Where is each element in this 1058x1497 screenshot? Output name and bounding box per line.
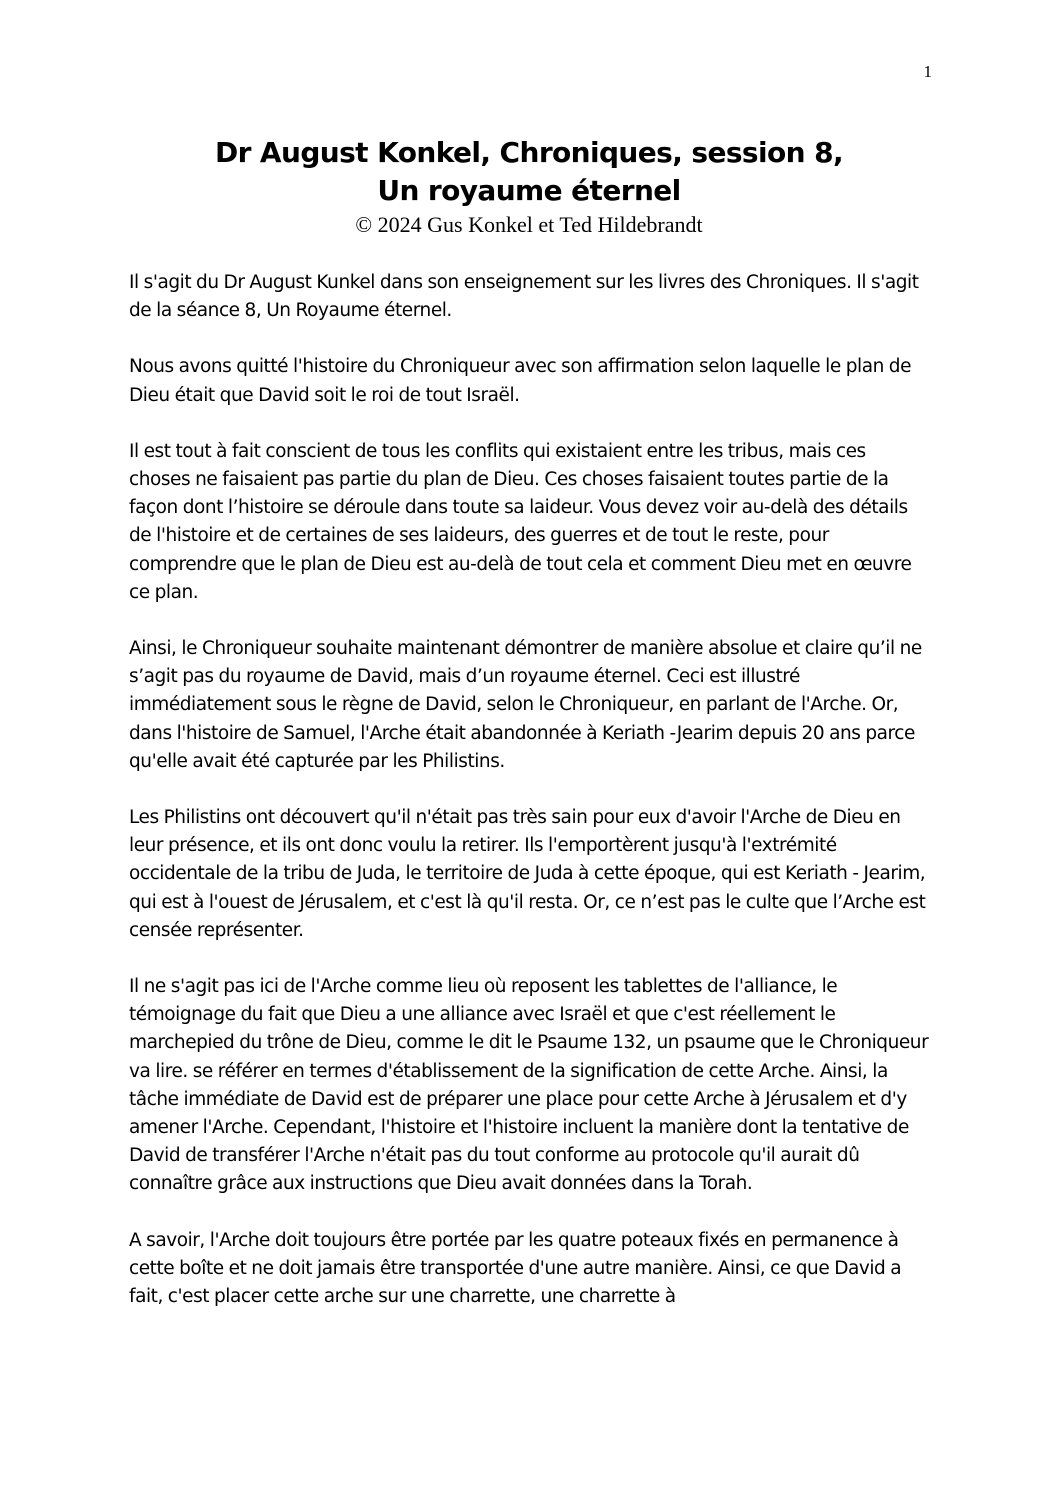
paragraph-1: Il s'agit du Dr August Kunkel dans son enseignement sur les livres des Chroniques. Il s'agit de la séance 8, Un Royaume éternel. xyxy=(129,272,919,322)
title-block xyxy=(0,134,1058,238)
paragraph-2: Nous avons quitté l'histoire du Chroniqueur avec son affirmation selon laquelle le plan de Dieu était que David soit le roi de tout Israël. xyxy=(129,356,912,406)
paragraph-7: A savoir, l'Arche doit toujours être portée par les quatre poteaux fixés en permanence à cette boîte et ne doit jamais être transportée d'une autre manière. Ainsi, ce que David a fait, c'est placer cette arche sur une charrette, une charrette à xyxy=(129,1229,902,1308)
copyright-notice: © 2024 Gus Konkel et Ted Hildebrandt xyxy=(355,212,703,237)
page-number: 1 xyxy=(923,62,932,81)
body-text xyxy=(129,269,929,1339)
title-line-2: Un royaume éternel xyxy=(377,174,681,207)
paragraph-4: Ainsi, le Chroniqueur souhaite maintenant démontrer de manière absolue et claire qu’il ne s’agit pas du royaume de David, mais d’un royaume éternel. Ceci est illustré immédiatement sous le règne de David, selon le Chroniqueur, en parlant de l'Arche. Or, dans l'histoire de Samuel, l'Arche était abandonnée à Keriath -Jearim depuis 20 ans parce qu'elle avait été capturée par les Philistins. xyxy=(129,638,922,772)
paragraph-6: Il ne s'agit pas ici de l'Arche comme lieu où reposent les tablettes de l'alliance, le témoignage du fait que Dieu a une alliance avec Israël et que c'est réellement le marchepied du trône de Dieu, comme le dit le Psaume 132, un psaume que le Chroniqueur va lire. se référer en termes d'établissement de la signification de cette Arche. Ainsi, la tâche immédiate de David est de préparer une place pour cette Arche à Jérusalem et d'y amener l'Arche. Cependant, l'histoire et l'histoire incluent la manière dont la tentative de David de transférer l'Arche n'était pas du tout conforme au protocole qu'il aurait dû connaître grâce aux instructions que Dieu avait données dans la Torah. xyxy=(129,976,929,1195)
paragraph-3: Il est tout à fait conscient de tous les conflits qui existaient entre les tribus, mais ces choses ne faisaient pas partie du plan de Dieu. Ces choses faisaient toutes partie de la façon dont l’histoire se déroule dans toute sa laideur. Vous devez voir au-delà des détails de l'histoire et de certaines de ses laideurs, des guerres et de tout le reste, pour comprendre que le plan de Dieu est au-delà de tout cela et comment Dieu met en œuvre ce plan. xyxy=(129,440,912,603)
title-line-1: Dr August Konkel, Chroniques, session 8, xyxy=(214,136,844,169)
paragraph-5: Les Philistins ont découvert qu'il n'était pas très sain pour eux d'avoir l'Arche de Dieu en leur présence, et ils ont donc voulu la retirer. Ils l'emportèrent jusqu'à l'extrémité occidentale de la tribu de Juda, le territoire de Juda à cette époque, qui est Keriath - Jearim, qui est à l'ouest de Jérusalem, et c'est là qu'il resta. Or, ce n’est pas le culte que l’Arche est censée représenter. xyxy=(129,807,926,941)
